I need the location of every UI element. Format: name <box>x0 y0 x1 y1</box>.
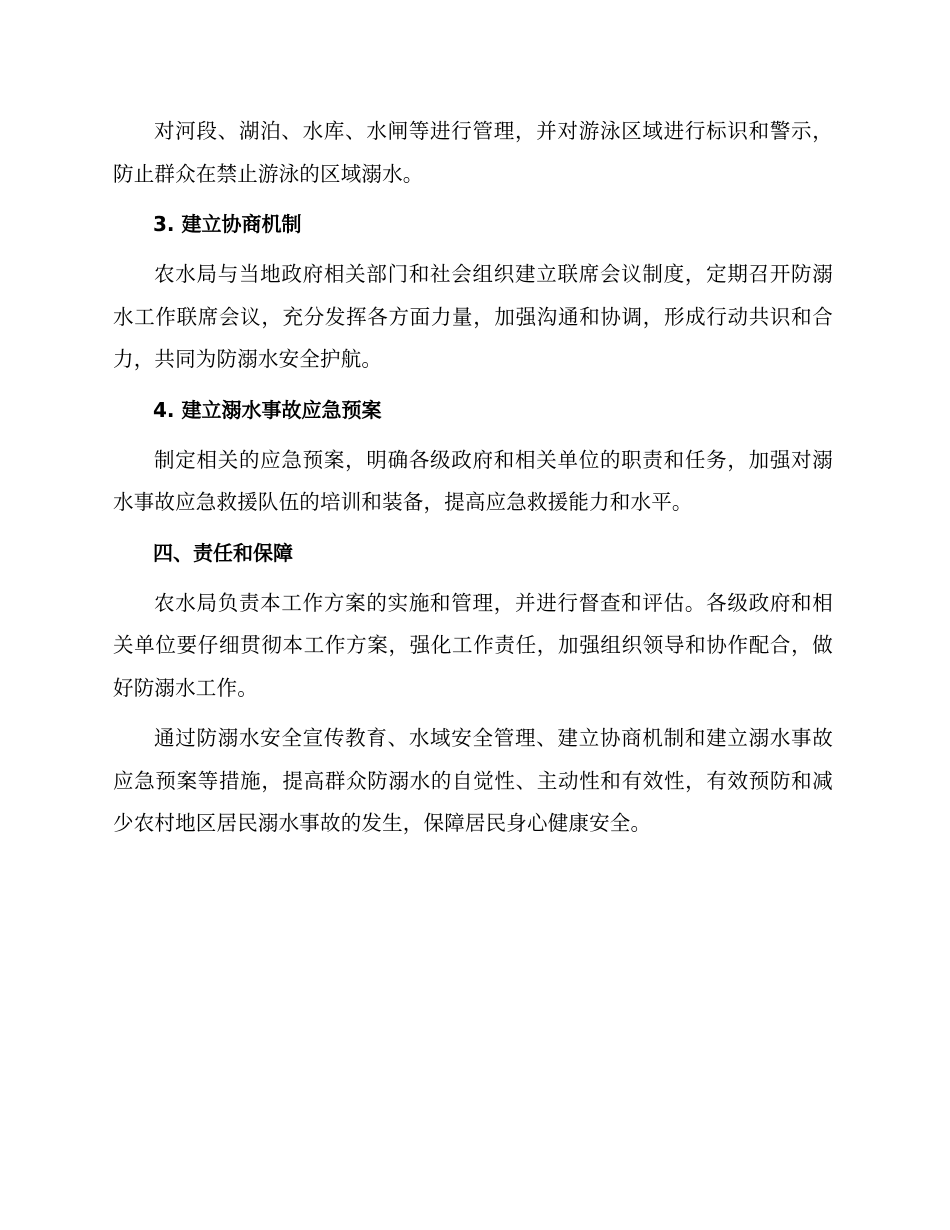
heading-consultation-mechanism: 3. 建立协商机制 <box>153 212 302 236</box>
paragraph-joint-meeting: 农水局与当地政府相关部门和社会组织建立联席会议制度，定期召开防溺水工作联席会议，充分发挥各方面力量，加强沟通和协调，形成行动共识和合力，共同为防溺水安全护航。 <box>113 262 833 371</box>
heading-responsibility: 四、责任和保障 <box>153 540 293 565</box>
paragraph-emergency-plan: 制定相关的应急预案，明确各级政府和相关单位的职责和任务，加强对溺水事故应急救援队伍的培训和装备，提高应急救援能力和水平。 <box>113 447 833 514</box>
heading-emergency-plan: 4. 建立溺水事故应急预案 <box>153 397 382 422</box>
document-page <box>113 110 833 845</box>
paragraph-conclusion: 通过防溺水安全宣传教育、水域安全管理、建立协商机制和建立溺水事故应急预案等措施，提高群众防溺水的自觉性、主动性和有效性，有效预防和减少农村地区居民溺水事故的发生，保障居民身心健康安全。 <box>113 726 833 835</box>
paragraph-responsibility: 农水局负责本工作方案的实施和管理，并进行督查和评估。各级政府和相关单位要仔细贯彻本工作方案，强化工作责任，加强组织领导和协作配合，做好防溺水工作。 <box>113 590 833 700</box>
paragraph-water-management: 对河段、湖泊、水库、水闸等进行管理，并对游泳区域进行标识和警示，防止群众在禁止游泳的区域溺水。 <box>113 119 833 186</box>
